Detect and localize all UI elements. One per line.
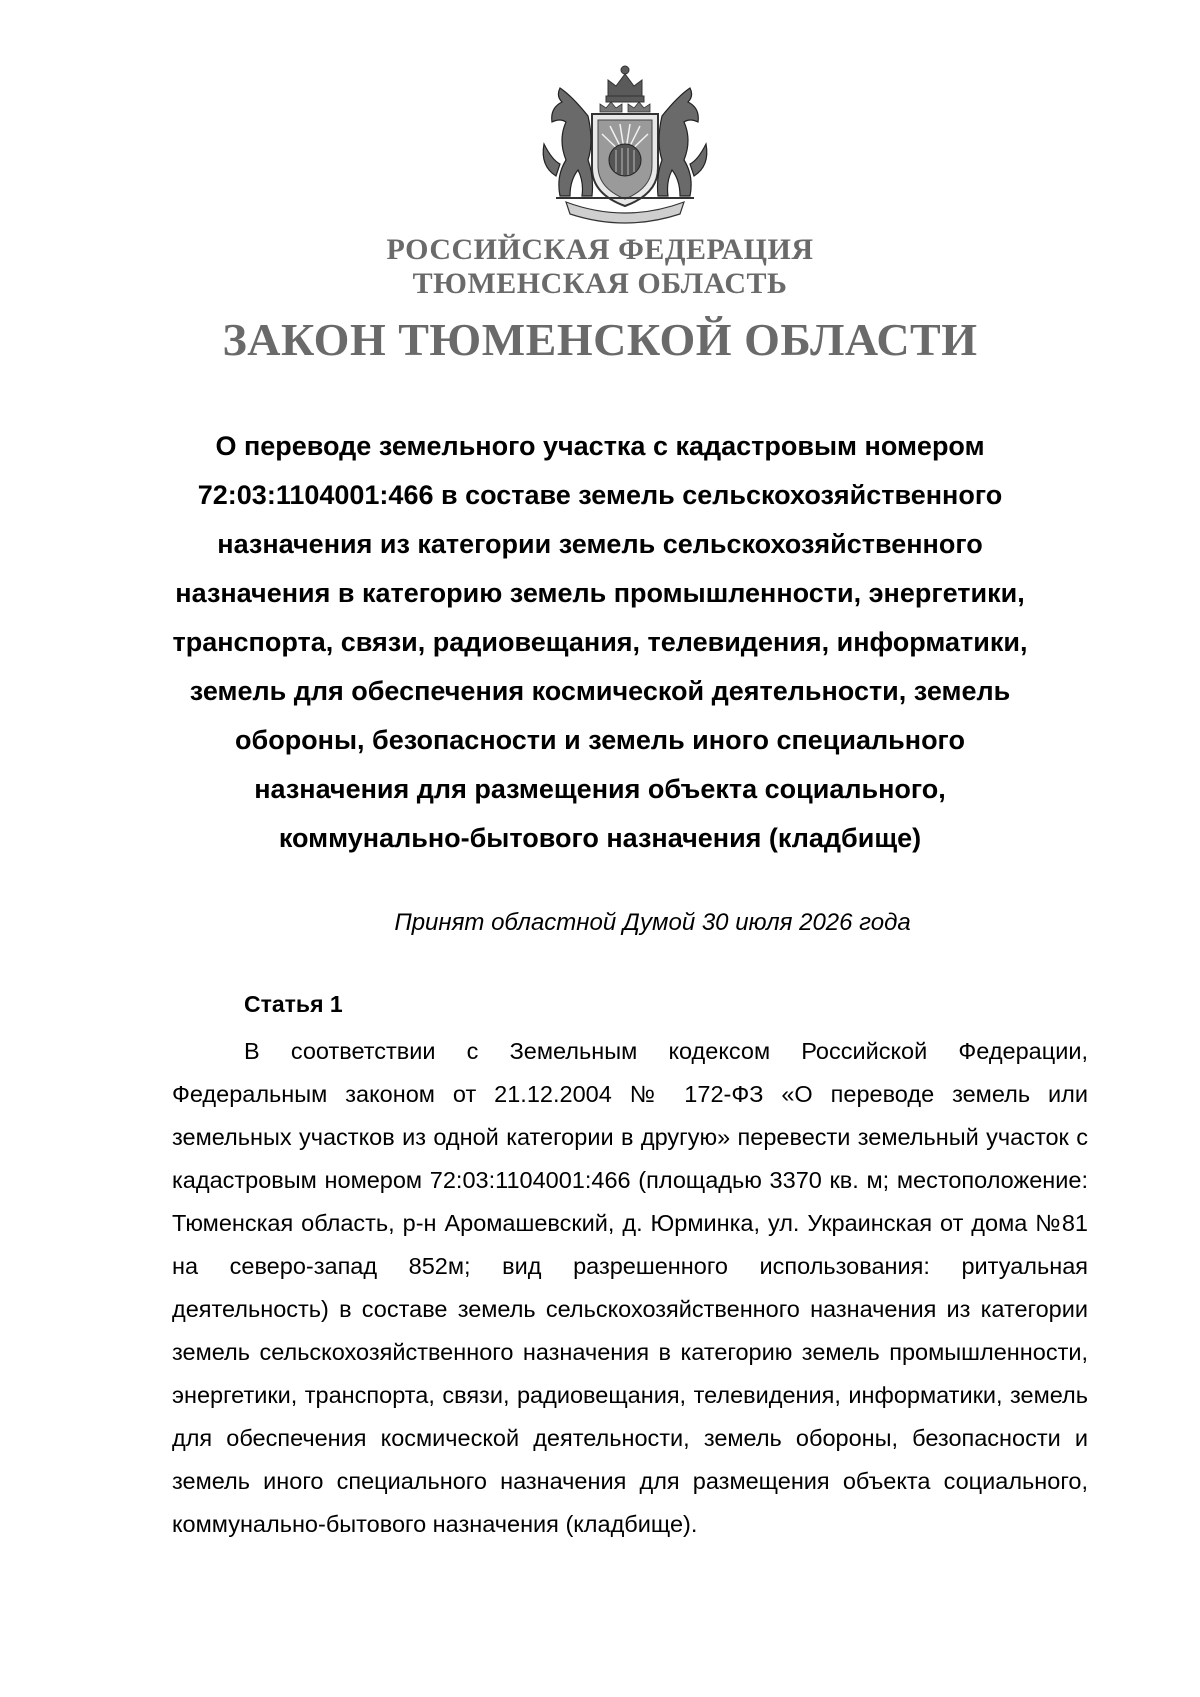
law-title: О переводе земельного участка с кадастровым номером 72:03:1104001:466 в составе земель сельскохозяйственного назначения из категории земель сельскохозяйственного назначения в категорию земель промышленности, энергетики, транспорта, связи, радиовещания, телевидения, информатики, земель для обеспечения космической деятельности, земель обороны, безопасности и земель иного специального назначения для размещения объекта социального, коммунально-бытового назначения (кладбище) bbox=[172, 431, 1028, 853]
country-heading: РОССИЙСКАЯ ФЕДЕРАЦИЯ bbox=[386, 233, 814, 266]
adoption-note: Принят областной Думой 30 июля 2026 года bbox=[394, 909, 911, 936]
article-heading: Статья 1 bbox=[244, 991, 343, 1017]
region-heading: ТЮМЕНСКАЯ ОБЛАСТЬ bbox=[412, 267, 788, 300]
article-body: В соответствии с Земельным кодексом Российской Федерации, Федеральным законом от 21.12.2004 № 172-ФЗ «О переводе земель или земельных участков из одной категории в другую» перевести земельный участок с кадастровым номером 72:03:1104001:466 (площадью 3370 кв. м; местоположение: Тюменская область, р-н Аромашевский, д. Юрминка, ул. Украинская от дома №81 на северо-запад 852м; вид разрешенного использования: ритуальная деятельность) в составе земель сельскохозяйственного назначения из категории земель сельскохозяйственного назначения в категорию земель промышленности, энергетики, транспорта, связи, радиовещания, телевидения, информатики, земель для обеспечения космической деятельности, земель обороны, безопасности и земель иного специального назначения для размещения объекта социального, коммунально-бытового назначения (кладбище). bbox=[172, 1038, 1088, 1537]
document-type-heading: ЗАКОН ТЮМЕНСКОЙ ОБЛАСТИ bbox=[222, 314, 978, 365]
coat-of-arms-icon bbox=[536, 56, 714, 226]
